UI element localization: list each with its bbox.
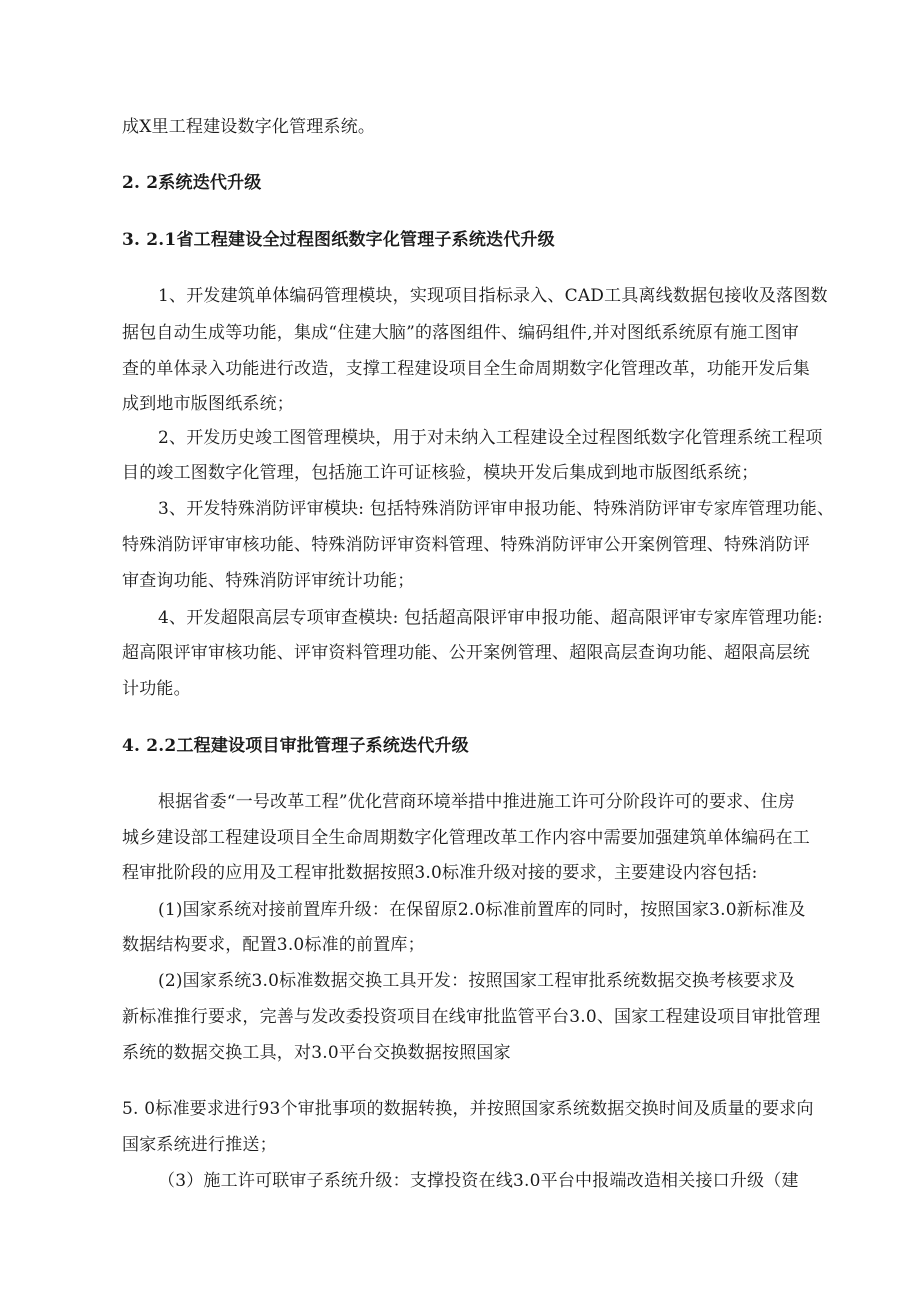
paragraph-line: 新标准推行要求，完善与发改委投资项目在线审批监管平台3.0、国家工程建设项目审批管理	[122, 1007, 821, 1027]
paragraph-line: 据包自动生成等功能，集成“住建大脑”的落图组件、编码组件,并对图纸系统原有施工图审	[122, 323, 799, 343]
text-line: 成X里工程建设数字化管理系统。	[122, 117, 376, 137]
paragraph-line: 城乡建设部工程建设项目全生命周期数字化管理改革工作内容中需要加强建筑单体编码在工	[122, 828, 810, 848]
paragraph-line: 计功能。	[122, 679, 191, 699]
paragraph-line: 国家系统进行推送；	[122, 1135, 277, 1155]
paragraph-line: 查的单体录入功能进行改造，支撑工程建设项目全生命周期数字化管理改革，功能开发后集	[122, 359, 810, 379]
paragraph-line: 系统的数据交换工具，对3.0平台交换数据按照国家	[122, 1043, 511, 1063]
paragraph-line: 成到地市版图纸系统；	[122, 394, 294, 414]
paragraph-line: 数据结构要求，配置3.0标准的前置库；	[122, 935, 425, 955]
paragraph-line: 程审批阶段的应用及工程审批数据按照3.0标准升级对接的要求，主要建设内容包括:	[122, 863, 758, 883]
section-heading: 4. 2.2工程建设项目审批管理子系统迭代升级	[122, 736, 469, 756]
paragraph-line: （3）施工许可联审子系统升级：支撑投资在线3.0平台中报端改造相关接口升级（建	[158, 1171, 799, 1191]
paragraph-line: 2、开发历史竣工图管理模块，用于对未纳入工程建设全过程图纸数字化管理系统工程项	[158, 428, 823, 448]
paragraph-line: 审查询功能、特殊消防评审统计功能；	[122, 571, 415, 591]
paragraph-line: (1)国家系统对接前置库升级：在保留原2.0标准前置库的同时，按照国家3.0新标准及	[158, 900, 806, 920]
paragraph-line: 5. 0标准要求进行93个审批事项的数据转换，并按照国家系统数据交换时间及质量的要求向	[122, 1099, 814, 1119]
paragraph-line: 特殊消防评审审核功能、特殊消防评审资料管理、特殊消防评审公开案例管理、特殊消防评	[122, 535, 810, 555]
paragraph-line: (2)国家系统3.0标准数据交换工具开发：按照国家工程审批系统数据交换考核要求及	[158, 971, 796, 991]
paragraph-line: 超高限评审审核功能、评审资料管理功能、公开案例管理、超限高层查询功能、超限高层统	[122, 643, 810, 663]
paragraph-line: 3、开发特殊消防评审模块: 包括特殊消防评审申报功能、特殊消防评审专家库管理功能、	[158, 499, 835, 519]
paragraph-line: 4、开发超限高层专项审查模块: 包括超高限评审申报功能、超高限评审专家库管理功能:	[158, 608, 823, 628]
paragraph-line: 目的竣工图数字化管理，包括施工许可证核验，模块开发后集成到地市版图纸系统；	[122, 463, 759, 483]
paragraph-line: 根据省委“一号改革工程”优化营商环境举措中推进施工许可分阶段许可的要求、住房	[158, 792, 795, 812]
section-heading: 2. 2系统迭代升级	[122, 173, 262, 193]
paragraph-line: 1、开发建筑单体编码管理模块，实现项目指标录入、CAD工具离线数据包接收及落图数	[158, 286, 828, 306]
section-heading: 3. 2.1省工程建设全过程图纸数字化管理子系统迭代升级	[122, 230, 555, 250]
